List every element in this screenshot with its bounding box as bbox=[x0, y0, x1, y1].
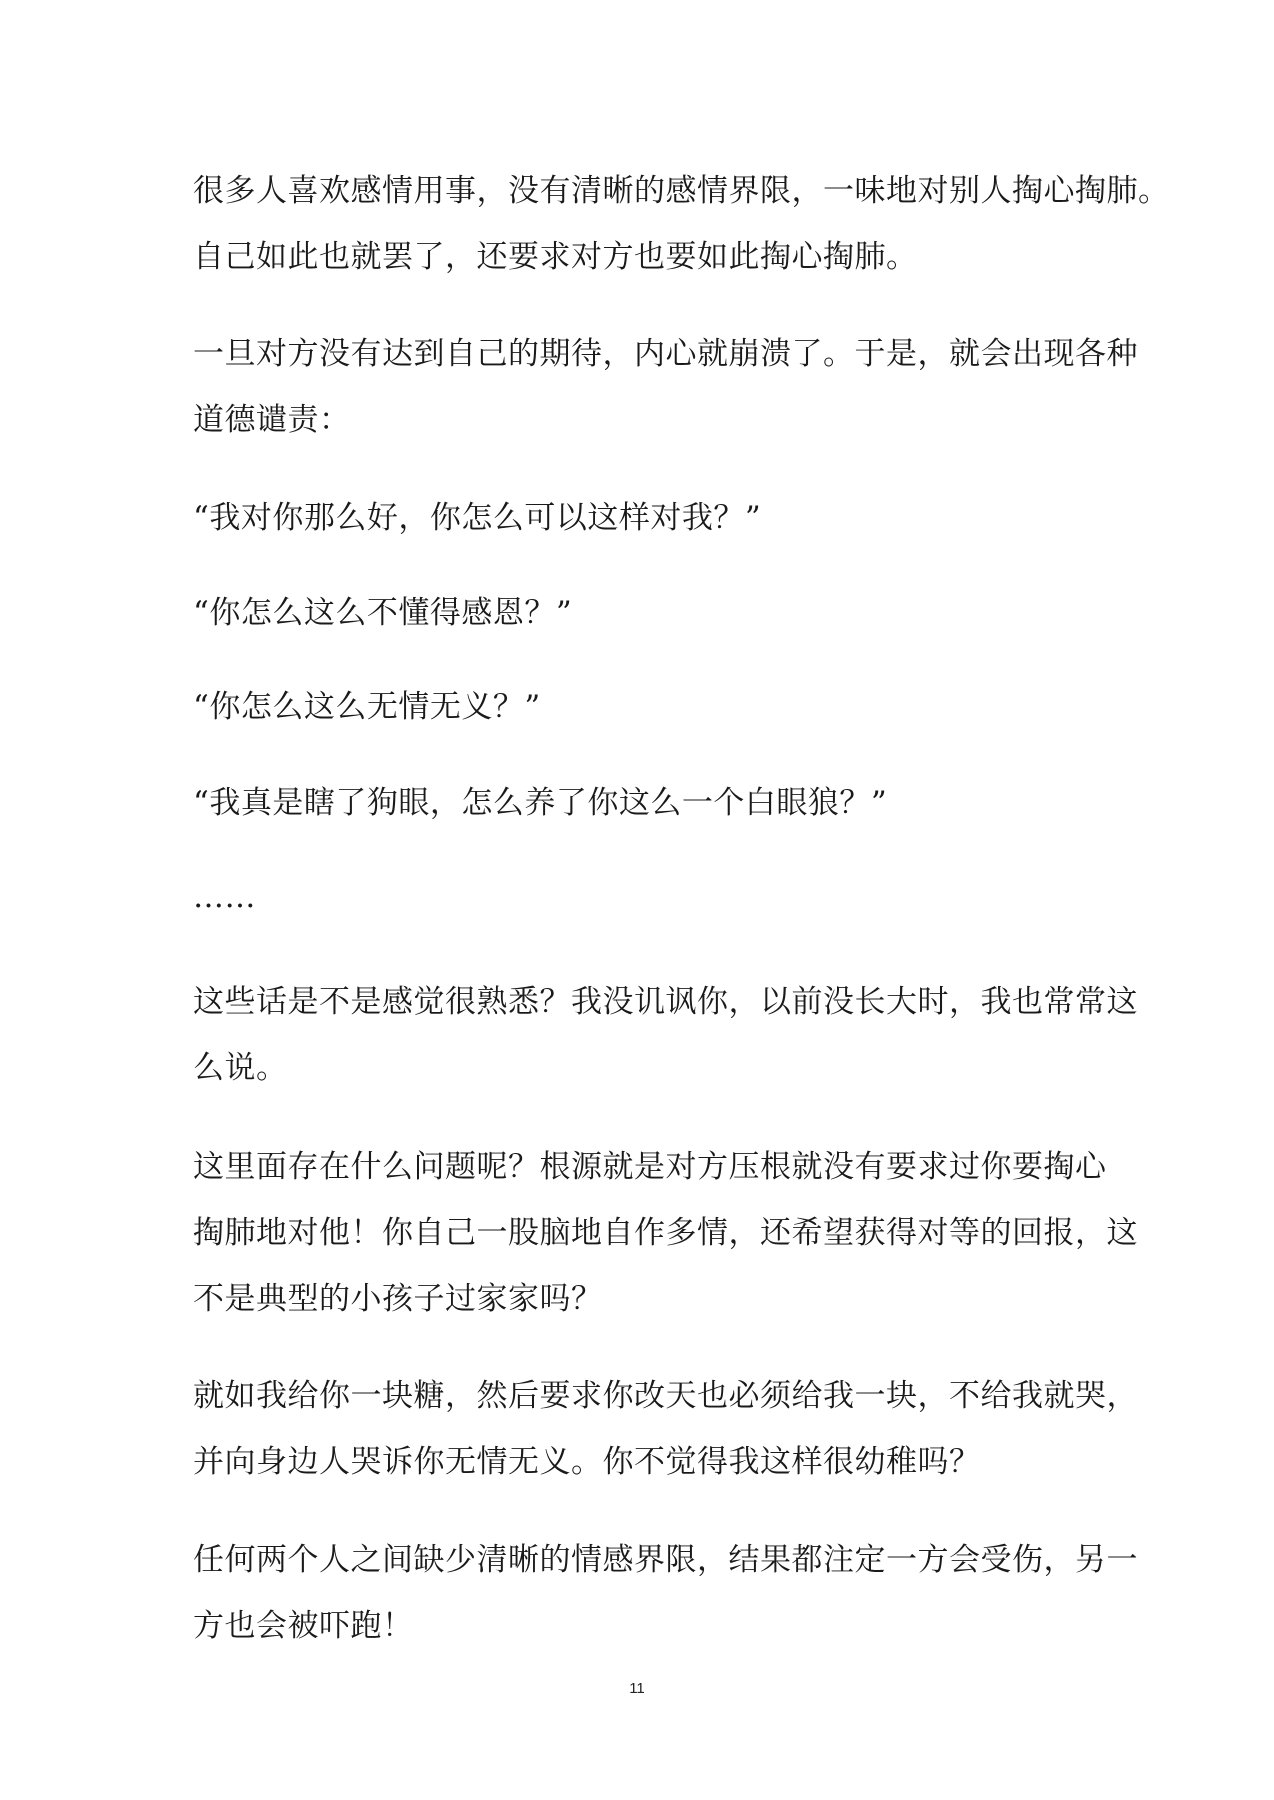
paragraph bbox=[193, 864, 1093, 930]
paragraph bbox=[193, 1134, 1138, 1332]
ellipsis-line: …… bbox=[193, 879, 256, 915]
paragraph bbox=[193, 158, 1170, 290]
paragraph bbox=[193, 580, 1093, 646]
text-line: 就如我给你一块糖，然后要求你改天也必须给我一块，不给我就哭， bbox=[193, 1378, 1138, 1414]
text-line: “我对你那么好，你怎么可以这样对我？” bbox=[193, 500, 762, 536]
paragraph bbox=[193, 485, 1093, 551]
text-line: 这些话是不是感觉很熟悉？我没讥讽你，以前没长大时，我也常常这 bbox=[193, 984, 1138, 1020]
paragraph bbox=[193, 1363, 1138, 1495]
page-number: 11 bbox=[629, 1680, 645, 1697]
text-line: 方也会被吓跑！ bbox=[193, 1608, 414, 1644]
text-line: 掏肺地对他！你自己一股脑地自作多情，还希望获得对等的回报，这 bbox=[193, 1215, 1138, 1251]
text-line: 并向身边人哭诉你无情无义。你不觉得我这样很幼稚吗？ bbox=[193, 1444, 981, 1480]
text-line: 这里面存在什么问题呢？根源就是对方压根就没有要求过你要掏心 bbox=[193, 1149, 1107, 1185]
text-line: 道德谴责： bbox=[193, 402, 351, 438]
paragraph bbox=[193, 1527, 1138, 1659]
text-line: 很多人喜欢感情用事，没有清晰的感情界限，一味地对别人掏心掏肺。 bbox=[193, 173, 1170, 209]
paragraph bbox=[193, 770, 1093, 836]
text-line: 不是典型的小孩子过家家吗？ bbox=[193, 1281, 603, 1317]
text-line: 任何两个人之间缺少清晰的情感界限，结果都注定一方会受伤，另一 bbox=[193, 1542, 1138, 1578]
text-line: 一旦对方没有达到自己的期待，内心就崩溃了。于是，就会出现各种 bbox=[193, 336, 1138, 372]
text-line: 自己如此也就罢了，还要求对方也要如此掏心掏肺。 bbox=[193, 239, 918, 275]
text-line: “你怎么这么无情无义？” bbox=[193, 689, 541, 725]
text-line: 么说。 bbox=[193, 1050, 288, 1086]
paragraph bbox=[193, 321, 1138, 453]
paragraph bbox=[193, 674, 1093, 740]
text-line: “我真是瞎了狗眼，怎么养了你这么一个白眼狼？” bbox=[193, 785, 888, 821]
paragraph bbox=[193, 969, 1138, 1101]
text-line: “你怎么这么不懂得感恩？” bbox=[193, 595, 573, 631]
